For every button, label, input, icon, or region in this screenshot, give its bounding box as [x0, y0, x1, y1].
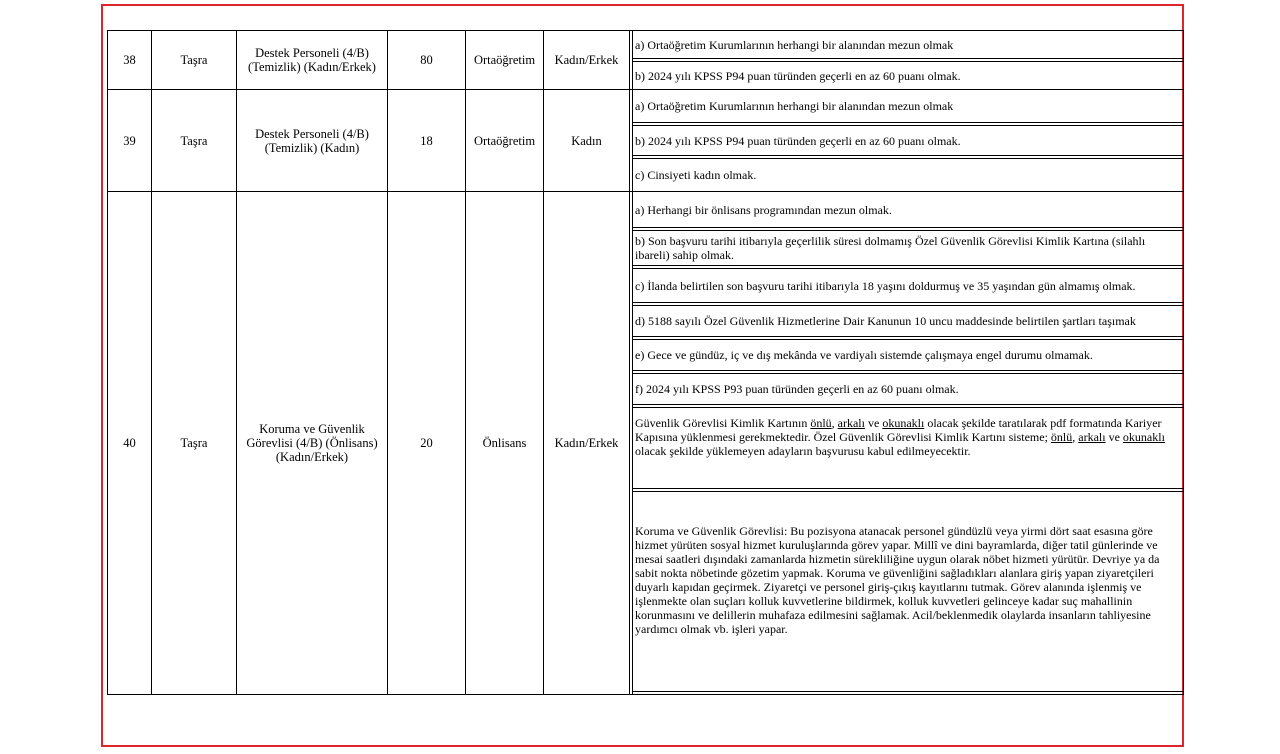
row-40-count: 20: [420, 436, 433, 450]
inner-divider: [632, 302, 1183, 303]
row-39-count: 18: [420, 133, 433, 148]
row-39-req-b: b) 2024 yılı KPSS P94 puan türünden geçerli en az 60 puanı olmak.: [635, 133, 961, 148]
inner-divider: [632, 491, 1183, 492]
col-divider: [629, 30, 630, 695]
row-39-position: Destek Personeli (4/B) (Temizlik) (Kadın): [255, 126, 369, 155]
row-39-education: Ortaöğretim: [473, 133, 536, 148]
row-40-position: Koruma ve Güvenlik Görevlisi (4/B) (Önlisans)(Kadın/Erkek): [246, 422, 378, 464]
row-39-unit: Taşra: [180, 133, 208, 148]
inner-divider: [632, 488, 1183, 489]
row-38-unit: Taşra: [180, 53, 208, 67]
inner-divider: [632, 30, 633, 695]
row-40-req-f: f) 2024 yılı KPSS P93 puan türünden geçerli en az 60 puanı olmak.: [635, 382, 959, 396]
row-39-gender: Kadın: [571, 133, 602, 148]
id-card-note-text: Güvenlik Görevlisi Kimlik Kartının önlü, arkalı ve okunaklı olacak şekilde taratılarak pdf formatında Kariyer Kapısına yüklenmesi gerekmektedir. Özel Güvenlik Görevlisi Kimlik Kartını sisteme; önlü, arkalı ve okunaklı olacak şekilde yüklemeyen adayların başvurusu kabul edilmeyecektir.: [635, 416, 1165, 458]
row-40-id-card-note: [635, 416, 1179, 486]
inner-divider: [632, 407, 1183, 408]
row-38-gender: Kadın/Erkek: [554, 53, 619, 67]
row-38-count: 80: [420, 53, 433, 67]
row-40-req-b: b) Son başvuru tarihi itibarıyla geçerlilik süresi dolmamış Özel Güvenlik Görevlisi Kimlik Kartına (silahlı ibareli) sahip olmak.: [635, 234, 1146, 262]
row-40-unit: Taşra: [180, 436, 208, 450]
row-40-req-e: e) Gece ve gündüz, iç ve dış mekânda ve vardiyalı sistemde çalışmaya engel durumu olmamak.: [635, 348, 1093, 362]
row-40-gender: Kadın/Erkek: [554, 436, 619, 450]
inner-divider: [632, 336, 1183, 337]
inner-divider: [632, 227, 1183, 228]
inner-divider: [632, 122, 1183, 123]
row-38-req-a: a) Ortaöğretim Kurumlarının herhangi bir alanından mezun olmak: [635, 37, 954, 52]
col-divider: [236, 30, 237, 695]
inner-divider: [632, 404, 1183, 405]
row-40-req-d: d) 5188 sayılı Özel Güvenlik Hizmetlerine Dair Kanunun 10 uncu maddesinde belirtilen şartları taşımak: [635, 314, 1136, 328]
row-38-req-b: b) 2024 yılı KPSS P94 puan türünden geçerli en az 60 puanı olmak.: [635, 68, 961, 83]
inner-divider: [632, 155, 1183, 156]
row-40-job-description: Koruma ve Güvenlik Görevlisi: Bu pozisyona atanacak personel gündüzlü veya yirmi dört saat esasına göre hizmet yürüten sosyal hizmet kuruluşlarında görev yapar. Millî ve dini bayramlarda, diğer tatil günlerinde ve mesai saatleri dışındaki zamanlarda hizmetin sürekliliğine uygun olarak nöbet hizmeti yürütür. Devriye ya da sabit nokta nöbetinde gözetim yapmak. Koruma ve güvenliğini sağladıkları alanlara giriş yapan ziyaretçileri duyarlı kapıdan geçirmek. Ziyaretçi ve personel giriş-çıkış kayıtlarını tutmak. Görev alanında işlenmiş ve işlenmekte olan suçları kolluk kuvvetlerine bildirmek, kolluk kuvvetleri gelinceye kadar suç mahallinin korunmasını ve delillerin muhafaza edilmesini sağlamak. Acil/beklenmedik olaylarda insanların tahliyesine yardımcı olmak vb. işleri yapar.: [635, 524, 1160, 636]
row-39-req-a: a) Ortaöğretim Kurumlarının herhangi bir alanından mezun olmak: [635, 99, 954, 113]
row-38-no: 38: [123, 53, 136, 67]
inner-divider: [632, 370, 1183, 371]
row-40-req-a: a) Herhangi bir önlisans programından mezun olmak.: [635, 202, 892, 217]
row-40-no: 40: [123, 436, 136, 450]
row-38-position: Destek Personeli (4/B) (Temizlik) (Kadın/Erkek): [248, 46, 376, 74]
inner-divider: [632, 691, 1183, 692]
table-bottom-border: [107, 694, 1183, 695]
row-40-education: Önlisans: [482, 436, 527, 450]
row-39-no: 39: [123, 133, 136, 148]
row-39-req-c: c) Cinsiyeti kadın olmak.: [635, 168, 757, 182]
inner-divider: [632, 58, 1183, 59]
row-40-req-c: c) İlanda belirtilen son başvuru tarihi itibarıyla 18 yaşını doldurmuş ve 35 yaşından gün almamış olmak.: [635, 278, 1136, 293]
inner-divider: [632, 265, 1183, 266]
row-38-education: Ortaöğretim: [473, 53, 536, 67]
col-divider: [1183, 30, 1184, 695]
